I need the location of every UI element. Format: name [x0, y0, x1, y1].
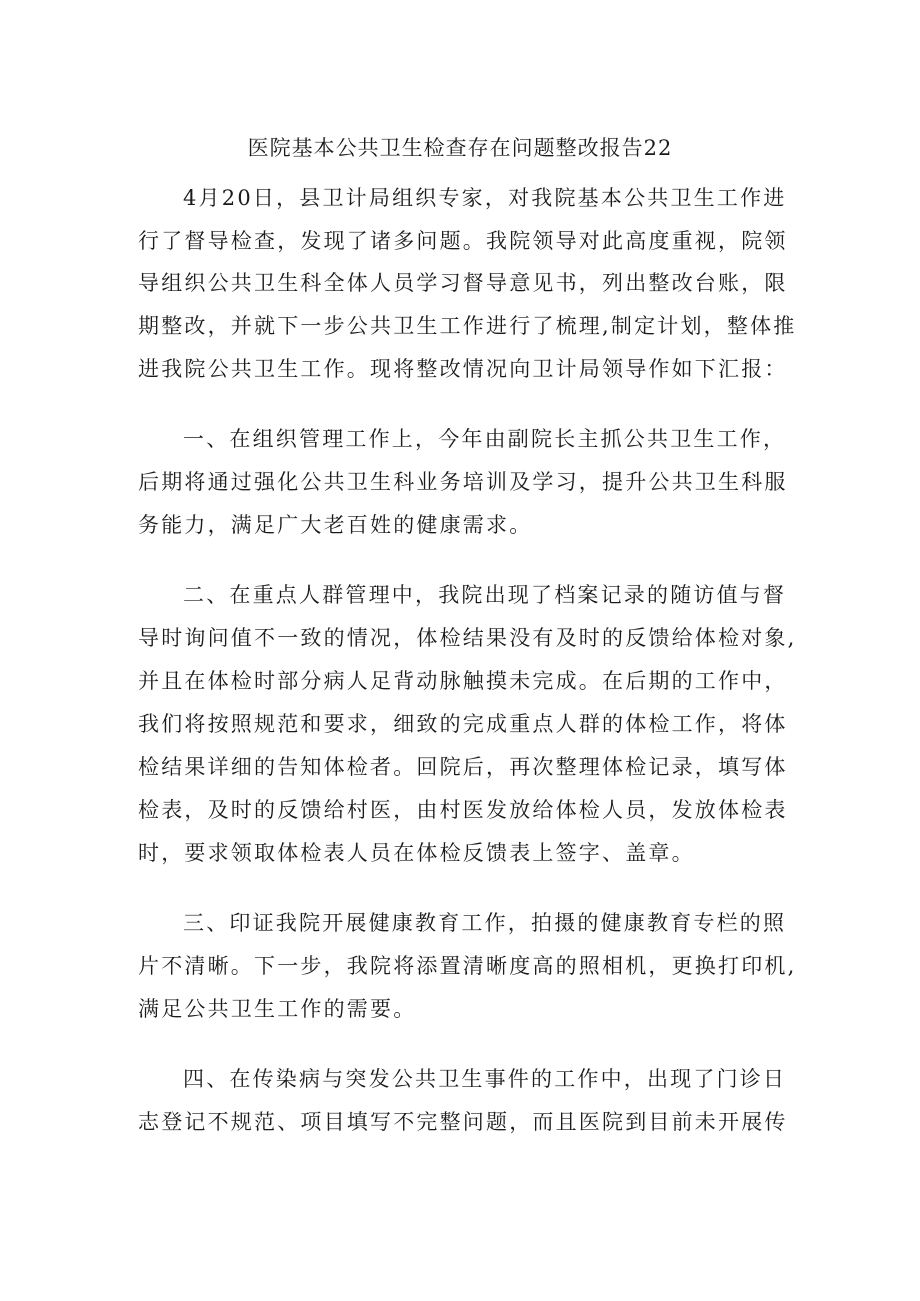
document-title: 医院基本公共卫生检查存在问题整改报告22	[247, 136, 673, 160]
paragraph-line: 务能力，满足广大老百姓的健康需求。	[138, 513, 533, 537]
paragraph-line: 导组织公共卫生科全体人员学习督导意见书，列出整改台账，限	[138, 271, 788, 295]
paragraph-line: 检结果详细的告知体检者。回院后，再次整理体检记录，填写体	[138, 755, 788, 779]
paragraph-line: 二、在重点人群管理中，我院出现了档案记录的随访值与督	[183, 583, 787, 607]
paragraph-line: 时，要求领取体检表人员在体检反馈表上签字、盖章。	[138, 841, 695, 865]
paragraph-line: 志登记不规范、项目填写不完整问题，而且医院到目前未开展传	[138, 1110, 788, 1134]
paragraph-line: 导时询问值不一致的情况，体检结果没有及时的反馈给体检对象,	[138, 626, 797, 650]
paragraph-line: 期整改，并就下一步公共卫生工作进行了梳理,制定计划，整体推	[138, 314, 797, 338]
paragraph-line: 并且在体检时部分病人足背动脉触摸未完成。在后期的工作中，	[138, 669, 788, 693]
paragraph-line: 4月20日，县卫计局组织专家，对我院基本公共卫生工作进	[183, 186, 787, 210]
paragraph-line: 满足公共卫生工作的需要。	[138, 997, 417, 1021]
paragraph-line: 进我院公共卫生工作。现将整改情况向卫计局领导作如下汇报：	[138, 357, 788, 381]
paragraph-line: 检表，及时的反馈给村医，由村医发放给体检人员，发放体检表	[138, 798, 788, 822]
paragraph-line: 四、在传染病与突发公共卫生事件的工作中，出现了门诊日	[183, 1067, 787, 1091]
paragraph-line: 后期将通过强化公共卫生科业务培训及学习，提升公共卫生科服	[138, 470, 788, 494]
paragraph-line: 三、印证我院开展健康教育工作，拍摄的健康教育专栏的照	[183, 911, 787, 935]
paragraph-line: 我们将按照规范和要求，细致的完成重点人群的体检工作，将体	[138, 712, 788, 736]
paragraph-line: 片不清晰。下一步，我院将添置清晰度高的照相机，更换打印机,	[138, 954, 797, 978]
paragraph-line: 行了督导检查，发现了诸多问题。我院领导对此高度重视，院领	[138, 229, 788, 253]
paragraph-line: 一、在组织管理工作上，今年由副院长主抓公共卫生工作，	[183, 427, 787, 451]
